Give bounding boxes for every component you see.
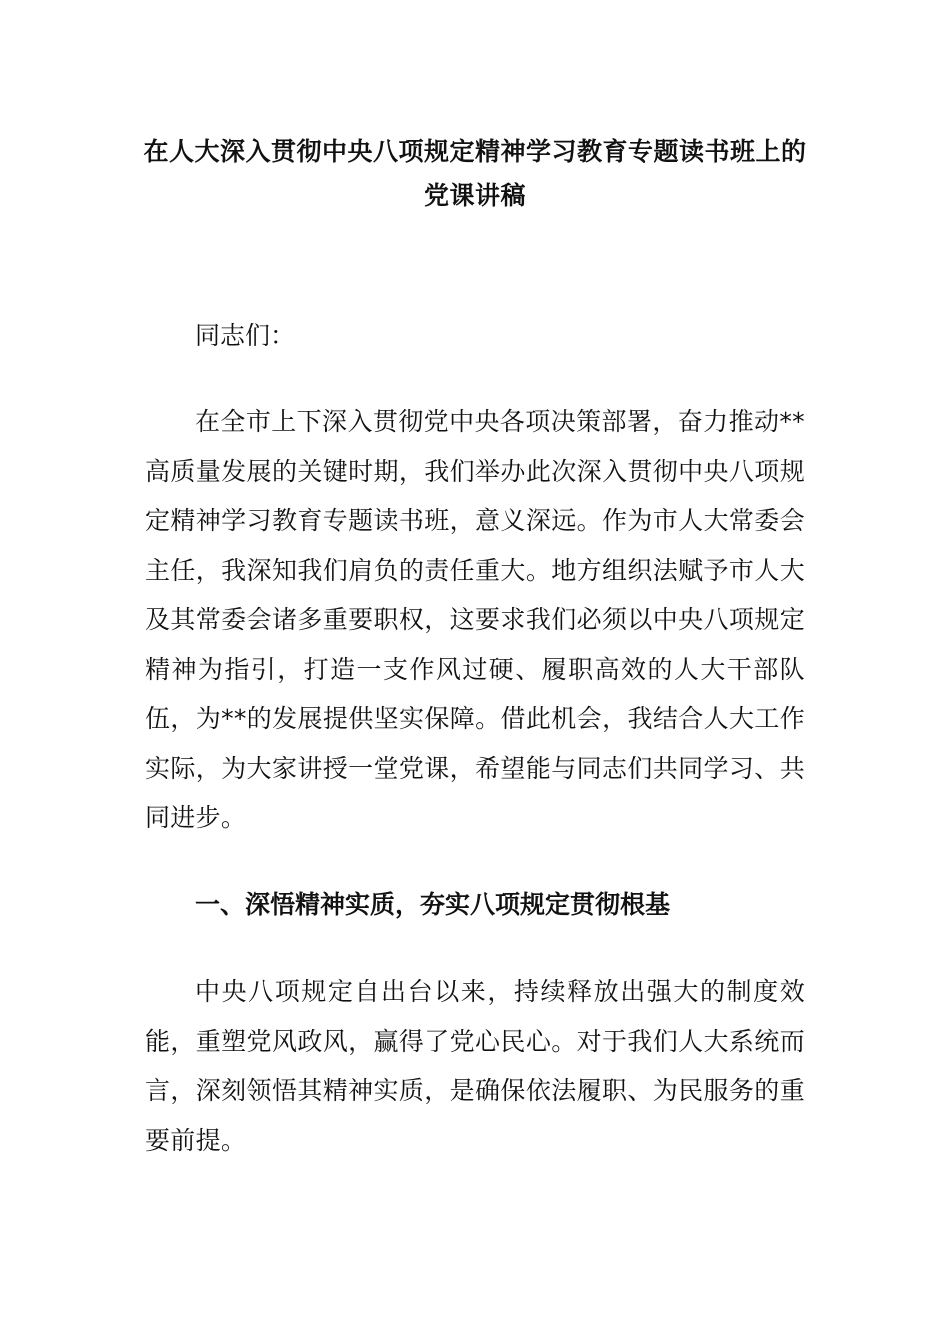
salutation: 同志们：: [195, 321, 296, 350]
body-paragraph-2: 中央八项规定自出台以来，持续释放出强大的制度效能，重塑党风政风，赢得了党心民心。对于我们人大系统而言，深刻领悟其精神实质，是确保依法履职、为民服务的重要前提。: [145, 977, 805, 1155]
section-heading: 一、深悟精神实质，夯实八项规定贯彻根基: [195, 890, 671, 919]
body-paragraph-1: 在全市上下深入贯彻党中央各项决策部署，奋力推动**高质量发展的关键时期，我们举办此次深入贯彻中央八项规定精神学习教育专题读书班，意义深远。作为市人大常委会主任，我深知我们肩负的责任重大。地方组织法赋予市人大及其常委会诸多重要职权，这要求我们必须以中央八项规定精神为指引，打造一支作风过硬、履职高效的人大干部队伍，为**的发展提供坚实保障。借此机会，我结合人大工作实际，为大家讲授一堂党课，希望能与同志们共同学习、共同进步。: [145, 407, 805, 832]
document-title: 在人大深入贯彻中央八项规定精神学习教育专题读书班上的党课讲稿: [143, 137, 807, 210]
